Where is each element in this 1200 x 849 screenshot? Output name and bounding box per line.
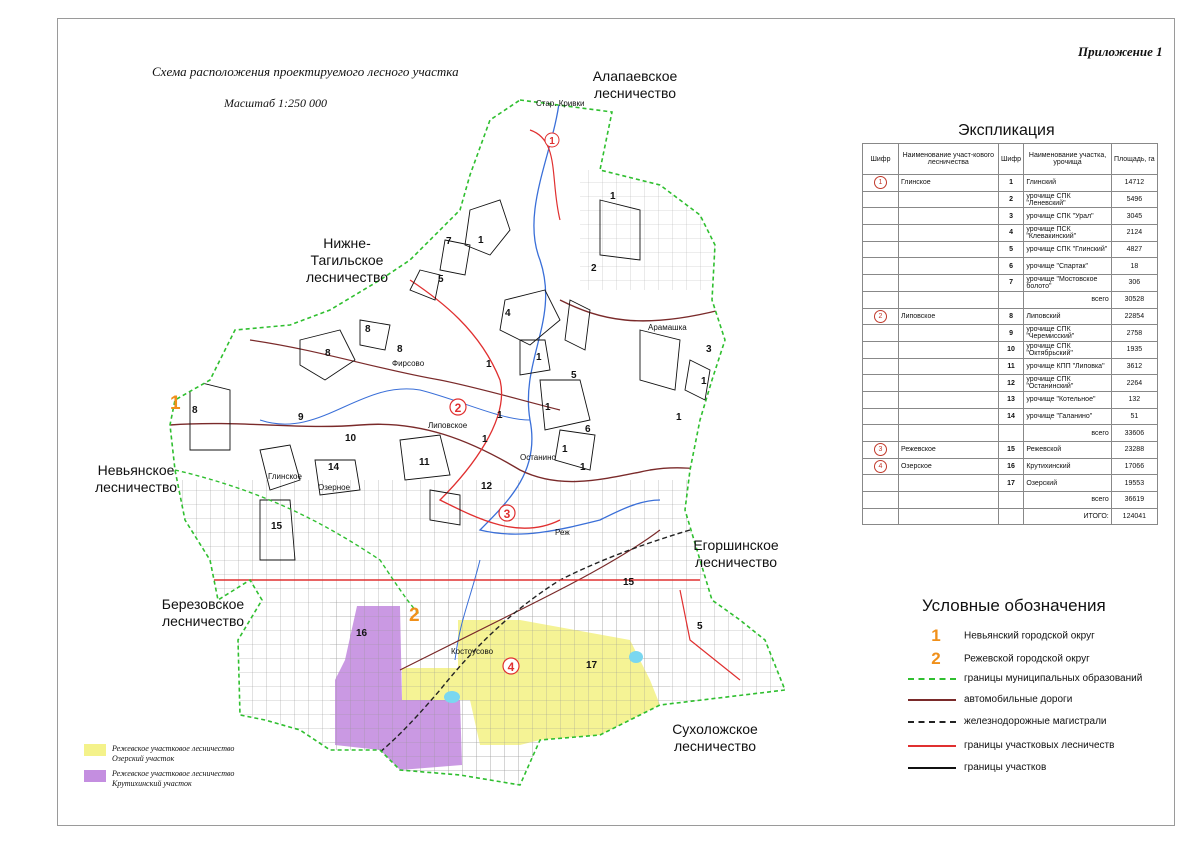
explication-cell-c1 <box>863 175 899 192</box>
okrug-marker: 2 <box>409 605 420 626</box>
explication-cell-c1 <box>863 358 899 375</box>
plot-number: 9 <box>298 412 304 423</box>
explication-cell-c1 <box>863 408 899 425</box>
explication-cell-c2 <box>898 508 998 525</box>
explication-row <box>863 191 1158 208</box>
plot-border-swatch <box>908 767 956 769</box>
explication-cell-c4: Крутихинский <box>1024 458 1111 475</box>
district-marker-label: 2 <box>454 401 462 415</box>
explication-cell-c1 <box>863 275 899 292</box>
explication-title: Экспликация <box>958 122 1055 139</box>
district-code-badge: 4 <box>874 460 887 473</box>
explication-cell-c2: Режевское <box>898 442 998 459</box>
region-label-egorshinskoe: Егоршинское лесничество <box>693 537 779 570</box>
explication-cell-c2 <box>898 425 998 442</box>
railway-line-swatch <box>908 721 956 723</box>
settlement-label: Костоусово <box>451 647 494 656</box>
plot-number: 1 <box>478 235 484 246</box>
explication-cell-c3: 15 <box>998 442 1024 459</box>
legend-okrug2-label: Режевской городской округ <box>964 653 1090 665</box>
plot-number: 12 <box>481 481 493 492</box>
explication-cell-c2 <box>898 358 998 375</box>
explication-cell-c3: 9 <box>998 325 1024 342</box>
explication-cell-c1 <box>863 475 899 492</box>
explication-header: Наименование участка, урочища <box>1024 144 1111 175</box>
explication-cell-c5: 3045 <box>1111 208 1157 225</box>
district-marker-label: 3 <box>503 507 511 521</box>
explication-cell-c5: 4827 <box>1111 241 1157 258</box>
krutikhinsky-swatch <box>84 770 106 782</box>
quarter-grid-east <box>580 170 720 290</box>
district-border-swatch <box>908 745 956 747</box>
explication-cell-c5: 5496 <box>1111 191 1157 208</box>
explication-cell-c1 <box>863 492 899 509</box>
explication-cell-c5: 33606 <box>1111 425 1157 442</box>
explication-cell-c2: Глинское <box>898 175 998 192</box>
plot-number: 14 <box>328 462 340 473</box>
plot-number: 17 <box>586 660 598 671</box>
explication-cell-c5: 23288 <box>1111 442 1157 459</box>
region-label-berezovskoe: Березовское лесничество <box>161 596 245 629</box>
explication-cell-c4: всего <box>1024 291 1111 308</box>
explication-cell-c1 <box>863 341 899 358</box>
explication-header: Наименование участ-кового лесничества <box>898 144 998 175</box>
legend-railway-label: железнодорожные магистрали <box>964 716 1107 727</box>
plot-number: 8 <box>192 405 198 416</box>
explication-row <box>863 275 1158 292</box>
plot-number: 8 <box>325 348 331 359</box>
explication-cell-c3 <box>998 508 1024 525</box>
settlement-label: Озерное <box>318 483 351 492</box>
explication-cell-c3: 2 <box>998 191 1024 208</box>
legend-district-borders-label: границы участковых лесничеств <box>964 740 1115 751</box>
region-label-nevyanskoe: Невьянское лесничество <box>94 462 178 495</box>
ozersky-swatch <box>84 744 106 756</box>
explication-cell-c3: 17 <box>998 475 1024 492</box>
district-marker <box>503 658 519 674</box>
explication-cell-c3: 12 <box>998 375 1024 392</box>
explication-cell-c1 <box>863 258 899 275</box>
appendix-label: Приложение 1 <box>1078 44 1163 59</box>
explication-cell-c2 <box>898 291 998 308</box>
explication-cell-c5: 3612 <box>1111 358 1157 375</box>
explication-cell-c5: 14712 <box>1111 175 1157 192</box>
legend-municipal-label: границы муниципальных образований <box>964 673 1143 684</box>
quarter-grid-overlay <box>330 600 670 780</box>
explication-cell-c1 <box>863 391 899 408</box>
ozersky-swatch-label: Режевское участковое лесничество Озерский участок <box>112 744 235 763</box>
explication-header-row <box>863 144 1158 175</box>
district-code-badge: 2 <box>874 310 887 323</box>
explication-cell-c4: урочище СПК "Урал" <box>1024 208 1111 225</box>
explication-row <box>863 408 1158 425</box>
explication-cell-c1 <box>863 308 899 325</box>
explication-row <box>863 241 1158 258</box>
legend-okrug2 <box>908 649 1090 668</box>
plot-number: 1 <box>486 359 492 370</box>
explication-cell-c3: 4 <box>998 225 1024 242</box>
explication-cell-c2 <box>898 241 998 258</box>
legend-plot-borders <box>908 762 1046 776</box>
explication-cell-c2 <box>898 408 998 425</box>
explication-cell-c5: 36619 <box>1111 492 1157 509</box>
explication-cell-c2 <box>898 191 998 208</box>
explication-row <box>863 258 1158 275</box>
explication-cell-c3: 8 <box>998 308 1024 325</box>
explication-cell-c5: 18 <box>1111 258 1157 275</box>
plot-number: 5 <box>571 370 577 381</box>
explication-cell-c4: всего <box>1024 492 1111 509</box>
explication-cell-c2 <box>898 341 998 358</box>
scheme-title: Схема расположения проектируемого лесного участка <box>152 64 459 79</box>
explication-cell-c3: 14 <box>998 408 1024 425</box>
explication-cell-c3 <box>998 291 1024 308</box>
region-label-sukholozhskoe: Сухоложское лесничество <box>672 721 758 754</box>
explication-cell-c1 <box>863 325 899 342</box>
road-line-swatch <box>908 699 956 701</box>
plot-number: 10 <box>345 433 357 444</box>
plot-number: 1 <box>580 462 586 473</box>
district-marker-label: 4 <box>507 660 515 674</box>
explication-cell-c1 <box>863 442 899 459</box>
region-label-nizhne-tagilskoe: Нижне-Тагильское лесничество <box>305 235 389 285</box>
explication-cell-c4: урочище СПК "Черемисский" <box>1024 325 1111 342</box>
explication-cell-c3: 3 <box>998 208 1024 225</box>
plot-number: 6 <box>585 424 591 435</box>
district-marker <box>545 133 559 147</box>
explication-body <box>863 175 1158 525</box>
explication-cell-c2 <box>898 258 998 275</box>
settlement-label: Глинское <box>268 472 302 481</box>
plot-number: 16 <box>356 628 368 639</box>
settlement-label: Липовское <box>428 421 468 430</box>
explication-row <box>863 375 1158 392</box>
explication-cell-c5: 51 <box>1111 408 1157 425</box>
explication-cell-c3: 11 <box>998 358 1024 375</box>
lake <box>629 651 643 663</box>
explication-row <box>863 225 1158 242</box>
district-code-badge: 3 <box>874 443 887 456</box>
explication-cell-c4: всего <box>1024 425 1111 442</box>
legend-municipal <box>908 673 1142 687</box>
explication-cell-c3: 16 <box>998 458 1024 475</box>
settlement-label: Реж <box>555 528 570 537</box>
lake <box>444 691 460 703</box>
explication-row <box>863 391 1158 408</box>
explication-cell-c5: 2264 <box>1111 375 1157 392</box>
explication-cell-c5: 22854 <box>1111 308 1157 325</box>
plot-number: 1 <box>562 444 568 455</box>
district-marker-label: 1 <box>549 136 555 147</box>
explication-cell-c5: 1935 <box>1111 341 1157 358</box>
settlement-label: Фирсово <box>392 359 425 368</box>
explication-row <box>863 492 1158 509</box>
explication-header: Шифр <box>998 144 1024 175</box>
plot-number: 8 <box>365 324 371 335</box>
settlement-label: Стар. Кривки <box>536 99 585 108</box>
scale-label: Масштаб 1:250 000 <box>224 96 328 110</box>
plot-number: 8 <box>397 344 403 355</box>
plot-number: 15 <box>271 521 283 532</box>
explication-cell-c1 <box>863 291 899 308</box>
explication-cell-c4: урочище ПСК "Клевакинский" <box>1024 225 1111 242</box>
plot-number: 7 <box>446 236 452 247</box>
explication-cell-c1 <box>863 208 899 225</box>
explication-cell-c5: 306 <box>1111 275 1157 292</box>
explication-cell-c4: урочище СПК "Останинский" <box>1024 375 1111 392</box>
explication-cell-c2 <box>898 325 998 342</box>
explication-cell-c4: урочище КПП "Липовка" <box>1024 358 1111 375</box>
explication-cell-c2: Озерское <box>898 458 998 475</box>
explication-row <box>863 475 1158 492</box>
explication-cell-c3: 13 <box>998 391 1024 408</box>
explication-header: Площадь, га <box>1111 144 1157 175</box>
explication-cell-c4: урочище "Спартак" <box>1024 258 1111 275</box>
plot-number: 4 <box>505 308 511 319</box>
explication-cell-c4: ИТОГО: <box>1024 508 1111 525</box>
explication-cell-c2 <box>898 492 998 509</box>
district-code-badge: 1 <box>874 176 887 189</box>
explication-cell-c4: Глинский <box>1024 175 1111 192</box>
settlement-label: Останино <box>520 453 556 462</box>
explication-cell-c3: 10 <box>998 341 1024 358</box>
explication-header: Шифр <box>863 144 899 175</box>
explication-cell-c3: 1 <box>998 175 1024 192</box>
explication-table <box>862 143 1158 525</box>
explication-cell-c2 <box>898 375 998 392</box>
explication-row <box>863 508 1158 525</box>
explication-cell-c4: урочище СПК "Октябрьский" <box>1024 341 1111 358</box>
explication-cell-c5: 19553 <box>1111 475 1157 492</box>
explication-cell-c3: 6 <box>998 258 1024 275</box>
explication-cell-c4: урочище СПК "Леневский" <box>1024 191 1111 208</box>
explication-cell-c1 <box>863 225 899 242</box>
settlement-label: Арамашка <box>648 323 687 332</box>
explication-cell-c3: 5 <box>998 241 1024 258</box>
explication-cell-c3: 7 <box>998 275 1024 292</box>
explication-cell-c4: урочище "Мостовское болото" <box>1024 275 1111 292</box>
krutikhinsky-swatch-label: Режевское участковое лесничество Крутихинский участок <box>112 769 235 788</box>
legend-roads-label: автомобильные дороги <box>964 694 1073 705</box>
explication-cell-c1 <box>863 191 899 208</box>
explication-cell-c4: урочище "Галанино" <box>1024 408 1111 425</box>
explication-cell-c4: урочище СПК "Глинский" <box>1024 241 1111 258</box>
plot-number: 3 <box>706 344 712 355</box>
plot-number: 5 <box>697 621 703 632</box>
legend-railway <box>908 716 1107 730</box>
legend-plot-borders-label: границы участков <box>964 762 1047 773</box>
plot-number: 2 <box>591 263 597 274</box>
explication-cell-c3 <box>998 492 1024 509</box>
explication-row <box>863 442 1158 459</box>
plot-number: 1 <box>676 412 682 423</box>
explication-cell-c4: Липовский <box>1024 308 1111 325</box>
explication-cell-c5: 132 <box>1111 391 1157 408</box>
explication-row <box>863 341 1158 358</box>
explication-row <box>863 458 1158 475</box>
explication-cell-c5: 124041 <box>1111 508 1157 525</box>
explication-cell-c1 <box>863 458 899 475</box>
plot-number: 1 <box>701 376 707 387</box>
explication-cell-c4: Озерский <box>1024 475 1111 492</box>
plot-number: 15 <box>623 577 635 588</box>
explication-cell-c1 <box>863 375 899 392</box>
explication-row <box>863 425 1158 442</box>
explication-row <box>863 291 1158 308</box>
explication-row <box>863 308 1158 325</box>
plot-number: 1 <box>497 410 503 421</box>
plot-number: 1 <box>536 352 542 363</box>
explication-cell-c1 <box>863 425 899 442</box>
explication-row <box>863 325 1158 342</box>
okrug-marker: 1 <box>170 393 181 414</box>
explication-row <box>863 358 1158 375</box>
region-label-alapaevskoe: Алапаевское лесничество <box>592 68 678 101</box>
explication-cell-c1 <box>863 508 899 525</box>
district-marker <box>450 399 466 415</box>
plot-number: 1 <box>610 191 616 202</box>
legend-title: Условные обозначения <box>922 596 1106 615</box>
explication-cell-c2 <box>898 275 998 292</box>
plot-number: 1 <box>545 402 551 413</box>
explication-cell-c3 <box>998 425 1024 442</box>
legend-roads <box>908 694 1072 708</box>
legend-district-borders <box>908 740 1114 754</box>
explication-cell-c5: 2124 <box>1111 225 1157 242</box>
explication-cell-c4: урочище "Котельное" <box>1024 391 1111 408</box>
plot-number: 1 <box>482 434 488 445</box>
district-marker <box>499 505 515 521</box>
explication-cell-c2 <box>898 225 998 242</box>
explication-row <box>863 208 1158 225</box>
explication-cell-c2 <box>898 208 998 225</box>
explication-cell-c2: Липовское <box>898 308 998 325</box>
plot-number: 11 <box>419 457 430 468</box>
explication-cell-c4: Режевской <box>1024 442 1111 459</box>
explication-cell-c5: 30528 <box>1111 291 1157 308</box>
legend-okrug1-number: 1 <box>931 626 941 645</box>
explication-cell-c2 <box>898 391 998 408</box>
municipal-line-swatch <box>908 678 956 680</box>
plot-number: 5 <box>438 274 444 285</box>
legend-okrug2-number: 2 <box>931 649 941 668</box>
explication-row <box>863 175 1158 192</box>
legend-okrug1-label: Невьянский городской округ <box>964 630 1095 642</box>
explication-cell-c2 <box>898 475 998 492</box>
explication-cell-c5: 2758 <box>1111 325 1157 342</box>
legend-okrug1 <box>908 626 1095 645</box>
explication-cell-c1 <box>863 241 899 258</box>
explication-cell-c5: 17066 <box>1111 458 1157 475</box>
